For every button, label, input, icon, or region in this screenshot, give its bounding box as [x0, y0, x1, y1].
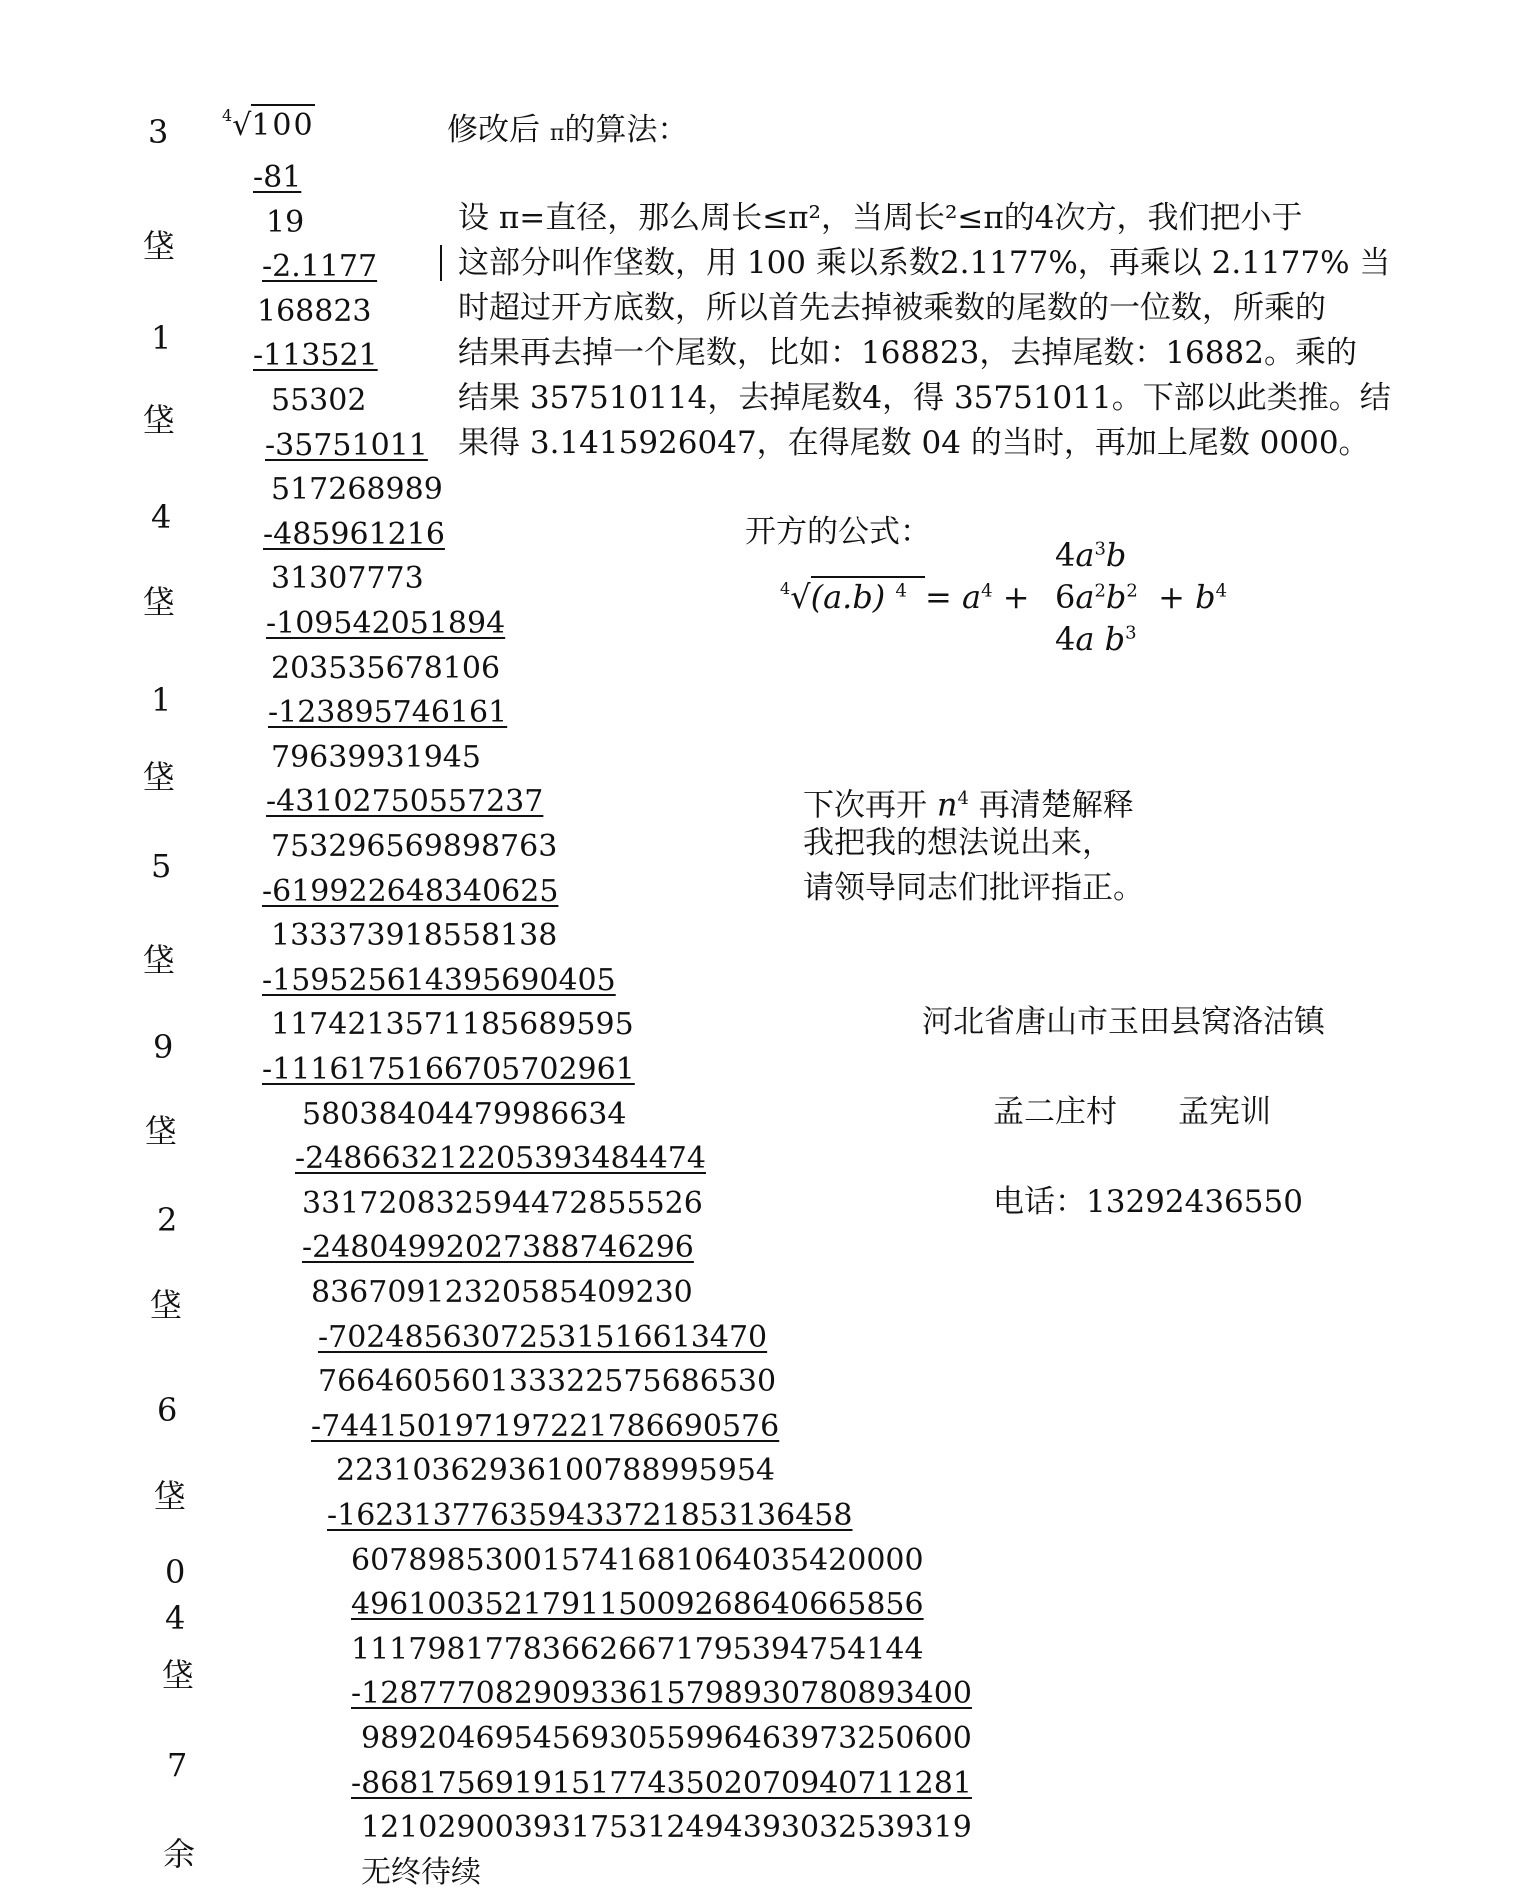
author-village: 孟二庄村 [993, 1094, 1117, 1130]
subtraction-line: -744150197197221786690576 [311, 1408, 780, 1444]
paragraph-line: 结果再去掉一个尾数，比如：168823，去掉尾数：16882。乘的 [458, 335, 1357, 371]
formula-heading: 开方的公式： [745, 514, 931, 550]
pi-digit-marker: 垡 [150, 1286, 183, 1324]
remainder-line: 无终待续 [361, 1854, 481, 1890]
remainder-line: 22310362936100788995954 [336, 1453, 775, 1489]
remainder-line: 133373918558138 [271, 918, 558, 954]
algorithm-title: 修改后 π的算法： [447, 112, 689, 148]
formula-root-index: 4 [780, 579, 791, 598]
subtraction-line: -248663212205393484474 [295, 1141, 706, 1177]
pi-digit-marker: 余 [163, 1835, 196, 1873]
pi-digit-marker: 垡 [143, 583, 176, 621]
note-line-1: 下次再开 $n^4$ 再清楚解释 [803, 785, 1134, 824]
formula-term-top: $4a^3b$ [1055, 536, 1127, 574]
subtraction-line: -24804992027388746296 [302, 1230, 694, 1266]
pi-digit-marker: 垡 [162, 1656, 195, 1694]
pi-digit-marker: 垡 [143, 401, 176, 439]
subtraction-line: -43102750557237 [266, 784, 544, 820]
remainder-line: 83670912320585409230 [311, 1275, 693, 1310]
pi-digit-marker: 3 [148, 113, 169, 151]
subtraction-line: -109542051894 [266, 606, 506, 641]
remainder-line: 517268989 [271, 472, 443, 508]
remainder-line: 31307773 [271, 561, 424, 597]
pi-digit-marker: 5 [151, 847, 172, 885]
subtraction-line: -86817569191517743502070940711281 [351, 1765, 972, 1801]
note-line-2: 我把我的想法说出来， [803, 825, 1113, 861]
radicand: 100 [251, 104, 314, 143]
pi-digit-marker: 0 [165, 1553, 186, 1591]
remainder-line: 753296569898763 [271, 829, 558, 864]
author-phone: 电话：13292436550 [993, 1184, 1303, 1220]
pi-digit-marker: 垡 [154, 1477, 187, 1515]
pi-digit-marker: 7 [167, 1746, 188, 1784]
remainder-line: 331720832594472855526 [302, 1185, 703, 1221]
pi-digit-marker: 6 [157, 1391, 178, 1429]
radical-sign: √ [232, 108, 252, 143]
pi-digit-marker: 1 [151, 319, 172, 357]
remainder-line: 58038404479986634 [302, 1096, 627, 1132]
text-cursor [440, 245, 442, 281]
radical-index: 4 [222, 106, 233, 125]
subtraction-line: -113521 [253, 338, 378, 374]
paragraph-line: 设 π=直径，那么周长≤π²，当周长²≤π的4次方，我们把小于 [458, 200, 1303, 236]
pi-digit-marker: 4 [165, 1599, 186, 1637]
remainder-line: 19 [266, 204, 305, 240]
pi-digit-marker: 4 [151, 498, 172, 536]
formula-rhs-a: = $a^4$ + [925, 578, 1030, 616]
remainder-line: 111798177836626671795394754144 [351, 1631, 924, 1667]
remainder-line: 766460560133322575686530 [318, 1364, 777, 1400]
subtraction-line: -162313776359433721853136458 [327, 1498, 853, 1533]
paragraph-line: 这部分叫作垡数，用 100 乘以系数2.1177%，再乘以 2.1177% 当 [458, 245, 1391, 281]
remainder-line: 168823 [257, 293, 372, 329]
formula-term-bottom: 4a $b^3$ [1055, 620, 1137, 658]
subtraction-line: -81 [253, 160, 302, 195]
subtraction-line: -1116175166705702961 [262, 1052, 635, 1087]
pi-digit-marker: 1 [151, 681, 172, 719]
pi-digit-marker: 9 [153, 1028, 174, 1066]
remainder-line: 607898530015741681064035420000 [351, 1542, 924, 1578]
remainder-line: 203535678106 [271, 650, 501, 686]
note-line-3: 请领导同志们批评指正。 [803, 870, 1144, 906]
author-address: 河北省唐山市玉田县窝洛沽镇 [922, 1004, 1325, 1040]
pi-digit-marker: 垡 [143, 941, 176, 979]
subtraction-line: -485961216 [263, 516, 445, 552]
paragraph-line: 果得 3.1415926047，在得尾数 04 的当时，再加上尾数 0000。 [458, 425, 1370, 461]
paragraph-line: 时超过开方底数，所以首先去掉被乘数的尾数的一位数，所乘的 [458, 290, 1326, 326]
subtraction-line: -123895746161 [268, 695, 508, 731]
subtraction-line: -2.1177 [262, 249, 378, 285]
pi-digit-marker: 2 [157, 1201, 178, 1239]
formula-term-mid: $6a^2b^2 + b^4$ [1055, 578, 1228, 616]
paragraph-line: 结果 357510114，去掉尾数4，得 35751011。下部以此类推。结 [458, 380, 1391, 416]
author-name: 孟宪训 [1178, 1094, 1271, 1130]
pi-digit-marker: 垡 [145, 1112, 178, 1150]
subtraction-line: -619922648340625 [262, 873, 559, 909]
remainder-line: 1174213571185689595 [271, 1007, 634, 1043]
subtraction-line: 496100352179115009268640665856 [351, 1587, 924, 1623]
subtraction-line: -159525614395690405 [262, 962, 616, 998]
remainder-line: 79639931945 [271, 739, 481, 775]
pi-digit-marker: 垡 [143, 758, 176, 796]
formula-root-body: (a.b) $^4$ [811, 576, 925, 616]
pi-digit-marker: 垡 [143, 227, 176, 265]
root-formula [780, 578, 925, 616]
remainder-line: 55302 [271, 383, 367, 418]
subtraction-line: -70248563072531516613470 [318, 1319, 768, 1355]
subtraction-line: -35751011 [265, 427, 428, 463]
remainder-line: 12102900393175312494393032539319 [361, 1810, 972, 1846]
remainder-line: 98920469545693055996463973250600 [361, 1721, 972, 1756]
subtraction-line: -12877708290933615798930780893400 [351, 1676, 972, 1712]
formula-radical-sign: √ [790, 578, 811, 616]
fourth-root-100 [222, 108, 315, 143]
